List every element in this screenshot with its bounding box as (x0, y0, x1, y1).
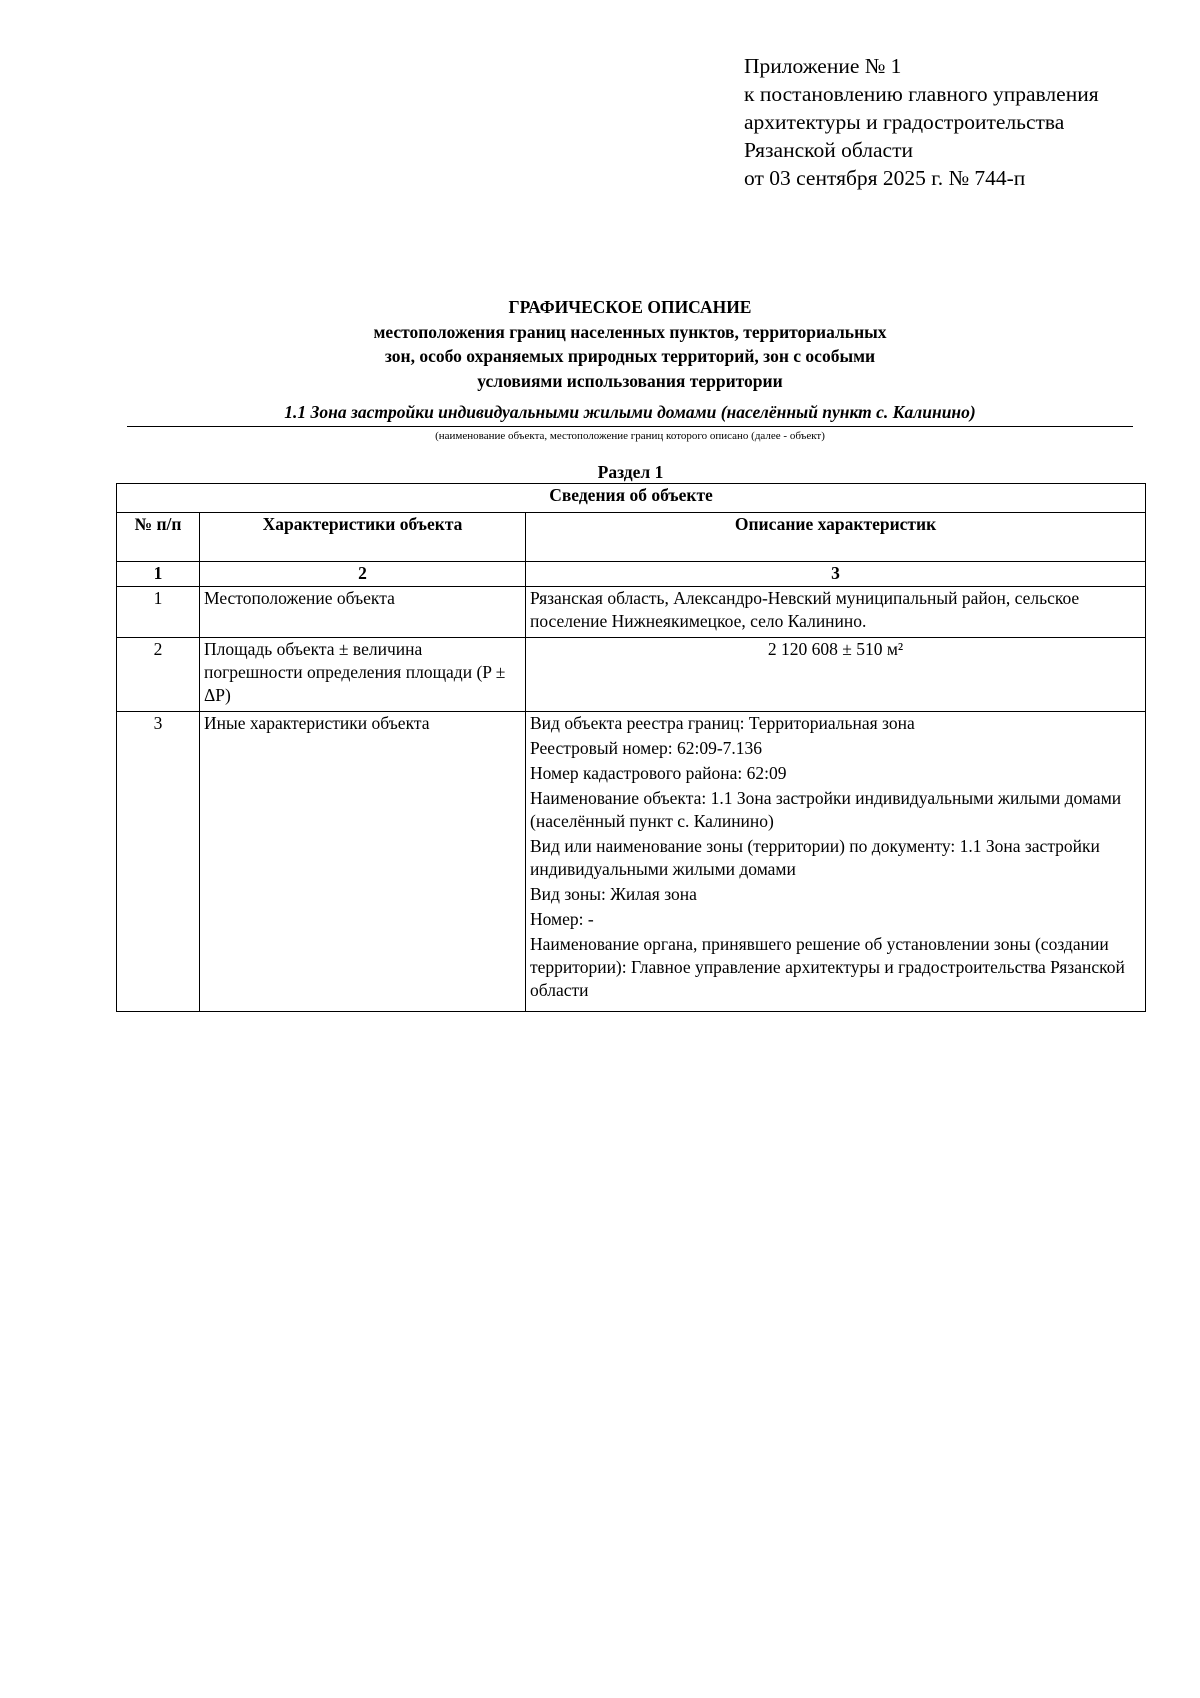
document-title (127, 295, 1133, 393)
row-description (526, 587, 1146, 638)
description-line: Вид или наименование зоны (территории) по документу: 1.1 Зона застройки индивидуальными жилыми домами (530, 836, 1100, 879)
appendix-line: к постановлению главного управления (744, 82, 1099, 106)
table-header-row (117, 513, 1146, 562)
appendix-line: от 03 сентября 2025 г. № 744-п (744, 166, 1026, 190)
appendix-line: архитектуры и градостроительства (744, 110, 1065, 134)
object-info-table (116, 483, 1146, 1012)
header-description: Описание характеристик (526, 513, 1146, 562)
description-line: Рязанская область, Александро-Невский муниципальный район, сельское поселение Нижнеякимецкое, село Калинино. (530, 588, 1080, 631)
row-number: 2 (117, 638, 200, 712)
column-number: 3 (526, 562, 1146, 587)
description-line: Номер кадастрового района: 62:09 (530, 763, 787, 783)
description-line: Вид зоны: Жилая зона (530, 884, 697, 904)
title-heading: ГРАФИЧЕСКОЕ ОПИСАНИЕ (508, 297, 752, 317)
header-characteristic: Характеристики объекта (200, 513, 526, 562)
title-subtitle-line: условиями использования территории (477, 370, 783, 391)
column-number: 1 (117, 562, 200, 587)
table-caption: Сведения об объекте (117, 484, 1146, 513)
description-line: 2 120 608 ± 510 м² (767, 639, 904, 659)
description-line: Номер: - (530, 909, 594, 929)
title-subtitle-line: зон, особо охраняемых природных территорий, зон с особыми (384, 346, 876, 366)
table-caption-row (117, 484, 1146, 513)
description-line: Наименование объекта: 1.1 Зона застройки индивидуальными жилыми домами (населённый пункт с. Калинино) (530, 788, 1122, 831)
object-name-underline (127, 426, 1133, 427)
row-characteristic: Иные характеристики объекта (200, 712, 526, 1012)
description-line: Вид объекта реестра границ: Территориальная зона (530, 713, 915, 733)
column-number-row (117, 562, 1146, 587)
description-line: Реестровый номер: 62:09-7.136 (530, 738, 763, 758)
row-characteristic: Местоположение объекта (200, 587, 526, 638)
header-num: № п/п (117, 513, 200, 562)
table-row (117, 587, 1146, 638)
object-name: 1.1 Зона застройки индивидуальными жилыми домами (населённый пункт с. Калинино) (284, 402, 976, 422)
title-subtitle-line: местоположения границ населенных пунктов, территориальных (373, 321, 887, 342)
object-caption: (наименование объекта, местоположение границ которого описано (далее - объект) (435, 430, 825, 442)
appendix-line: Приложение № 1 (744, 54, 902, 78)
row-number: 3 (117, 712, 200, 1012)
column-number: 2 (200, 562, 526, 587)
appendix-line: Рязанской области (744, 138, 913, 162)
table-row (117, 638, 1146, 712)
table-row (117, 712, 1146, 1012)
description-line: Наименование органа, принявшего решение об установлении зоны (создании территории): Главное управление архитектуры и градостроительства Рязанской области (530, 934, 1125, 1000)
section-title: Раздел 1 (597, 462, 664, 482)
appendix-block (744, 52, 1099, 192)
row-characteristic: Площадь объекта ± величина погрешности определения площади (P ± ΔP) (200, 638, 526, 712)
row-description (526, 712, 1146, 1012)
row-description (526, 638, 1146, 712)
row-number: 1 (117, 587, 200, 638)
